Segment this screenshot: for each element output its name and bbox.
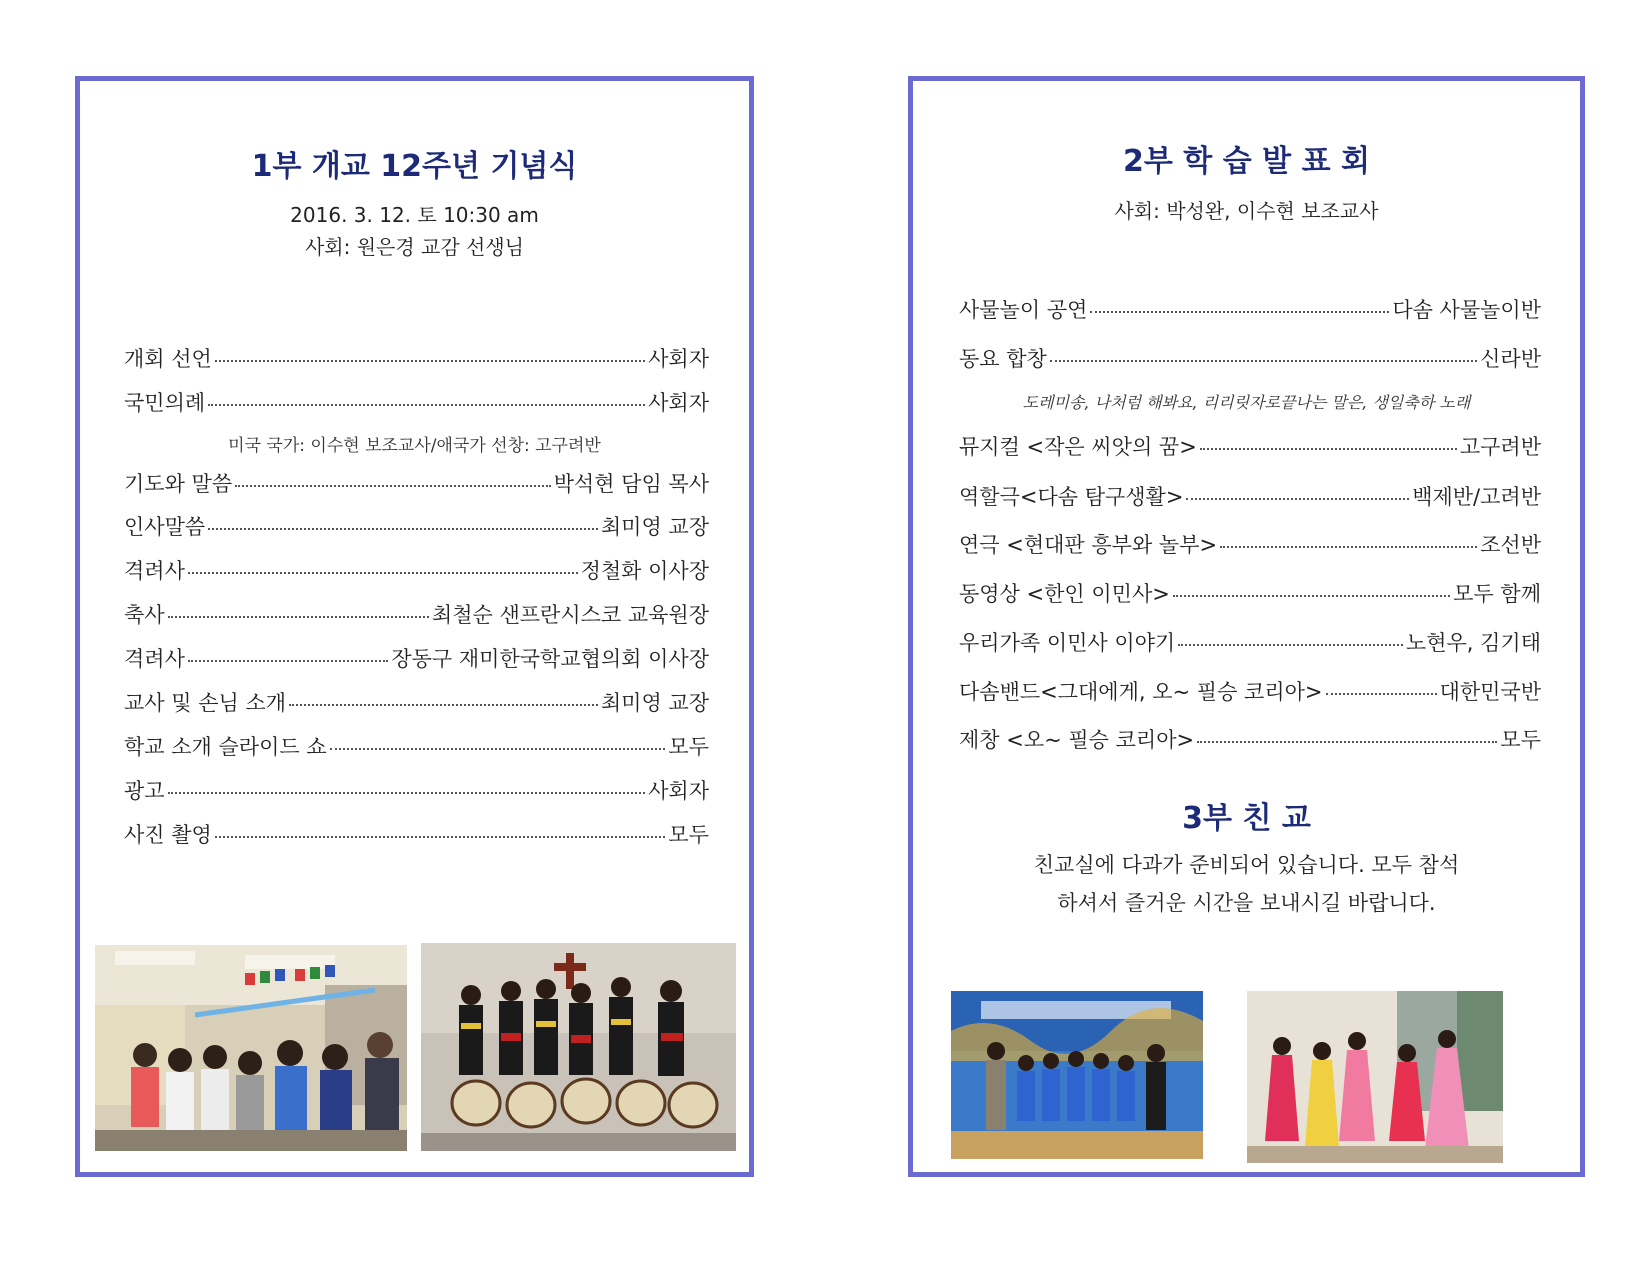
program-item	[124, 643, 709, 673]
program-item-value: 박석현 담임 목사	[553, 472, 709, 496]
program-item-value: 최철순 샌프란시스코 교육원장	[431, 603, 709, 627]
program-item-label: 동영상 <한인 이민사>	[959, 582, 1170, 606]
program-item	[959, 676, 1541, 706]
anthem-note: 미국 국가: 이수현 보조교사/애국가 선창: 고구려반	[228, 436, 601, 456]
program-item	[124, 687, 709, 717]
program-item	[124, 555, 709, 585]
program-item	[124, 819, 709, 849]
program-item	[124, 731, 709, 761]
program-item	[959, 578, 1541, 608]
program-item-label: 우리가족 이민사 이야기	[959, 631, 1176, 655]
program-item	[959, 343, 1541, 373]
photo-hanbok-activity	[1247, 991, 1503, 1163]
program-item	[124, 775, 709, 805]
part1-date: 2016. 3. 12. 토 10:30 am	[290, 203, 539, 227]
program-item-label: 역할극<다솜 탐구생활>	[959, 485, 1184, 509]
part2-title: 2부 학 습 발 표 회	[1123, 144, 1370, 179]
program-item-label: 뮤지컬 <작은 씨앗의 꿈>	[959, 435, 1197, 459]
program-item-label: 동요 합창	[959, 347, 1047, 371]
part3-line2: 하셔서 즐거운 시간을 보내시길 바랍니다.	[1057, 891, 1436, 915]
part3-line1: 친교실에 다과가 준비되어 있습니다. 모두 참석	[1033, 853, 1460, 877]
program-item-value: 노현우, 김기태	[1405, 631, 1541, 655]
program-item-label: 연극 <현대판 흥부와 놀부>	[959, 533, 1218, 557]
program-item-label: 광고	[124, 779, 165, 803]
program-item-label: 사물놀이 공연	[959, 298, 1088, 322]
program-item	[124, 468, 709, 498]
part2-panel	[908, 76, 1585, 1177]
program-item	[959, 724, 1541, 754]
program-item-value: 모두	[668, 735, 709, 759]
photo-classroom-activity	[95, 945, 407, 1151]
program-item-value: 대한민국반	[1439, 680, 1541, 704]
program-item-label: 학교 소개 슬라이드 쇼	[124, 735, 327, 759]
program-item	[124, 599, 709, 629]
program-item	[124, 343, 709, 373]
program-item-value: 고구려반	[1459, 435, 1541, 459]
program-item-value: 최미영 교장	[600, 515, 709, 539]
program-item-label: 국민의례	[124, 391, 206, 415]
program-item-value: 사회자	[648, 347, 709, 371]
part3-title: 3부 친 교	[1182, 801, 1311, 836]
program-item-value: 다솜 사물놀이반	[1392, 298, 1541, 322]
program-item	[959, 627, 1541, 657]
program-item-value: 모두 함께	[1453, 582, 1541, 606]
part1-title: 1부 개교 12주년 기념식	[251, 149, 578, 184]
photo-drum-performers	[421, 943, 736, 1151]
program-item	[959, 481, 1541, 511]
program-item-value: 모두	[1500, 728, 1541, 752]
program-item-value: 모두	[668, 823, 709, 847]
program-item-value: 사회자	[648, 779, 709, 803]
program-item	[959, 529, 1541, 559]
program-item-label: 교사 및 손님 소개	[124, 691, 287, 715]
program-item-label: 제창 <오~ 필승 코리아>	[959, 728, 1195, 752]
program-item-value: 최미영 교장	[600, 691, 709, 715]
program-item-label: 인사말씀	[124, 515, 206, 539]
program-item	[124, 387, 709, 417]
photo-group-contest	[951, 991, 1203, 1159]
program-item-label: 축사	[124, 603, 165, 627]
program-item-label: 다솜밴드<그대에게, 오~ 필승 코리아>	[959, 680, 1323, 704]
program-item-label: 사진 촬영	[124, 823, 212, 847]
program-item-label: 격려사	[124, 647, 185, 671]
program-item	[124, 511, 709, 541]
program-item-value: 백제반/고려반	[1412, 485, 1541, 509]
program-item-value: 사회자	[648, 391, 709, 415]
program-item-label: 격려사	[124, 559, 185, 583]
program-item-value: 정철화 이사장	[580, 559, 709, 583]
part1-panel	[75, 76, 754, 1177]
part2-host: 사회: 박성완, 이수현 보조교사	[1114, 199, 1379, 223]
program-item-label: 개회 선언	[124, 347, 212, 371]
program-item-value: 조선반	[1480, 533, 1541, 557]
part1-host: 사회: 원은경 교감 선생님	[304, 235, 524, 259]
program-item-value: 신라반	[1480, 347, 1541, 371]
program-item	[959, 431, 1541, 461]
program-item-label: 기도와 말씀	[124, 472, 233, 496]
program-item-value: 장동구 재미한국학교협의회 이사장	[391, 647, 709, 671]
program-item	[959, 294, 1541, 324]
song-list-note: 도레미송, 나처럼 해봐요, 리리릿자로끝나는 말은, 생일축하 노래	[1022, 393, 1471, 412]
